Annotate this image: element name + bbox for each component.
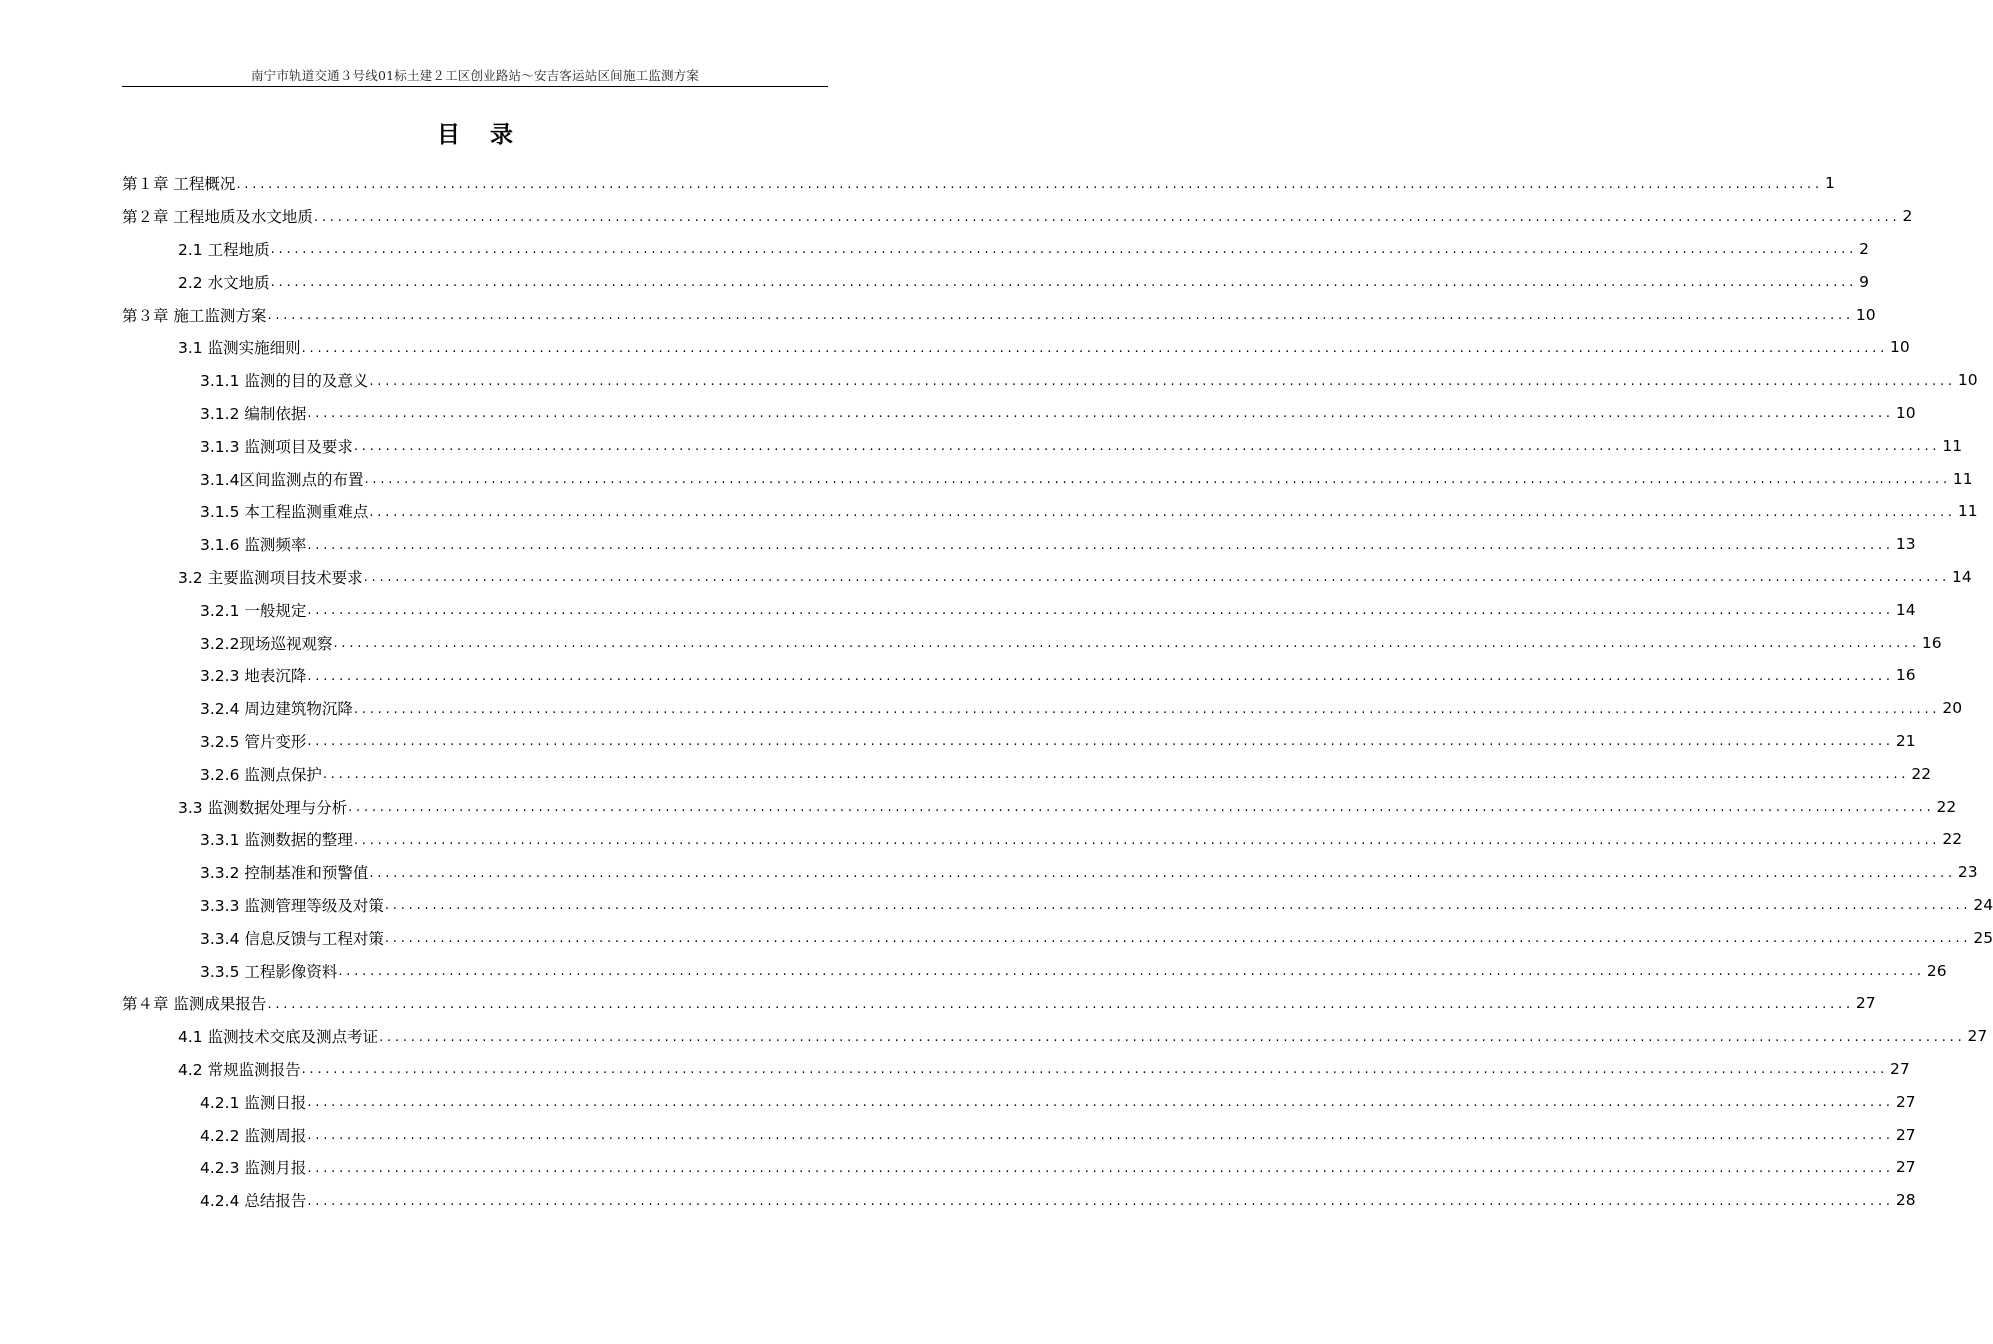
toc-dot-leader: ........................................................................................................................................................................................................ xyxy=(353,439,1941,455)
toc-dot-leader: ........................................................................................................................................................................................................ xyxy=(307,603,1894,619)
toc-dot-leader: ........................................................................................................................................................................................................ xyxy=(236,176,1823,192)
toc-dot-leader: ........................................................................................................................................................................................................ xyxy=(384,931,1972,947)
toc-dot-leader: ........................................................................................................................................................................................................ xyxy=(369,504,1956,520)
toc-entry-label: 2.2 水文地质 xyxy=(178,271,270,293)
toc-entry-page-number: 16 xyxy=(1895,666,1916,685)
toc-dot-leader: ........................................................................................................................................................................................................ xyxy=(333,636,1920,652)
toc-dot-leader: ........................................................................................................................................................................................................ xyxy=(307,537,1894,553)
toc-entry-label: 3.2.2现场巡视观察 xyxy=(200,632,332,654)
toc-entry-label: 3.2.4 周边建筑物沉降 xyxy=(200,697,353,719)
toc-entry-page-number: 22 xyxy=(1911,764,1932,783)
toc-entry-label: 3.1.3 监测项目及要求 xyxy=(200,435,353,457)
toc-entry-label: 3.1 监测实施细则 xyxy=(178,336,301,358)
toc-entry-page-number: 26 xyxy=(1926,961,1947,980)
toc-entry[interactable] xyxy=(122,495,1978,528)
toc-dot-leader: ........................................................................................................................................................................................................ xyxy=(267,308,1854,324)
toc-entry-label: 第３章 施工监测方案 xyxy=(122,304,266,326)
toc-dot-leader: ........................................................................................................................................................................................................ xyxy=(369,373,1956,389)
toc-entry-label: 3.2.6 监测点保护 xyxy=(200,763,322,785)
toc-dot-leader: ........................................................................................................................................................................................................ xyxy=(379,1029,1966,1045)
toc-dot-leader: ........................................................................................................................................................................................................ xyxy=(364,472,1951,488)
toc-entry[interactable] xyxy=(122,528,1916,561)
toc-entry-label: 3.1.1 监测的目的及意义 xyxy=(200,369,368,391)
toc-dot-leader: ........................................................................................................................................................................................................ xyxy=(270,275,1858,291)
toc-dot-leader: ........................................................................................................................................................................................................ xyxy=(353,701,1941,717)
toc-entry[interactable] xyxy=(122,429,1963,462)
toc-entry-page-number: 10 xyxy=(1895,403,1916,422)
toc-entry-page-number: 10 xyxy=(1855,305,1876,324)
toc-entry-label: 3.3.2 控制基准和预警值 xyxy=(200,861,368,883)
toc-dot-leader: ........................................................................................................................................................................................................ xyxy=(307,668,1894,684)
toc-entry-page-number: 2 xyxy=(1902,207,1913,226)
toc-entry[interactable] xyxy=(122,233,1870,266)
toc-entry-page-number: 13 xyxy=(1895,535,1916,554)
toc-entry[interactable] xyxy=(122,397,1916,430)
toc-entry[interactable] xyxy=(122,1085,1916,1118)
toc-entry-label: 3.1.2 编制依据 xyxy=(200,402,306,424)
toc-dot-leader: ........................................................................................................................................................................................................ xyxy=(307,1193,1894,1209)
toc-dot-leader: ........................................................................................................................................................................................................ xyxy=(322,767,1910,783)
toc-entry-page-number: 22 xyxy=(1936,797,1957,816)
toc-entry-page-number: 27 xyxy=(1895,1158,1916,1177)
toc-entry-page-number: 11 xyxy=(1957,502,1978,521)
toc-entry-label: 3.2.1 一般规定 xyxy=(200,599,306,621)
toc-entry-page-number: 28 xyxy=(1895,1191,1916,1210)
toc-entry-label: 3.2.3 地表沉降 xyxy=(200,664,306,686)
running-header: 南宁市轨道交通３号线01标土建２工区创业路站～安吉客运站区间施工监测方案 xyxy=(250,68,700,83)
toc-entry-page-number: 27 xyxy=(1890,1059,1910,1078)
toc-entry[interactable] xyxy=(122,265,1870,298)
toc-entry-page-number: 10 xyxy=(1957,371,1978,390)
toc-entry[interactable] xyxy=(122,987,1876,1020)
toc-dot-leader: ........................................................................................................................................................................................................ xyxy=(313,209,1901,225)
toc-dot-leader: ........................................................................................................................................................................................................ xyxy=(307,406,1894,422)
toc-entry-page-number: 1 xyxy=(1825,174,1835,193)
toc-entry[interactable] xyxy=(122,659,1916,692)
toc-entry-label: 4.2 常规监测报告 xyxy=(178,1058,301,1080)
toc-entry-label: 3.3.4 信息反馈与工程对策 xyxy=(200,927,384,949)
toc-entry-label: 4.1 监测技术交底及测点考证 xyxy=(178,1025,378,1047)
toc-entry[interactable] xyxy=(122,856,1978,889)
toc-entry-label: 第４章 监测成果报告 xyxy=(122,992,266,1014)
table-of-contents xyxy=(122,167,1993,1217)
toc-entry-page-number: 14 xyxy=(1952,567,1972,586)
toc-dot-leader: ........................................................................................................................................................................................................ xyxy=(267,996,1854,1012)
toc-entry[interactable] xyxy=(122,692,1963,725)
toc-entry-page-number: 11 xyxy=(1952,469,1973,488)
toc-entry-page-number: 20 xyxy=(1942,699,1963,718)
toc-entry-page-number: 2 xyxy=(1859,239,1870,258)
toc-entry-label: 4.2.2 监测周报 xyxy=(200,1124,306,1146)
toc-entry-page-number: 27 xyxy=(1895,1125,1916,1144)
toc-entry-page-number: 14 xyxy=(1895,600,1916,619)
toc-dot-leader: ........................................................................................................................................................................................................ xyxy=(301,340,1889,356)
toc-dot-leader: ........................................................................................................................................................................................................ xyxy=(369,865,1956,881)
toc-entry[interactable] xyxy=(122,298,1876,331)
header-rule xyxy=(122,86,828,87)
toc-entry-page-number: 27 xyxy=(1967,1027,1988,1046)
toc-entry-label: 第１章 工程概况 xyxy=(122,172,235,194)
toc-entry-page-number: 9 xyxy=(1859,272,1870,291)
toc-entry[interactable] xyxy=(122,626,1942,659)
toc-entry[interactable] xyxy=(122,1151,1916,1184)
toc-entry-label: 3.3.3 监测管理等级及对策 xyxy=(200,894,384,916)
toc-dot-leader: ........................................................................................................................................................................................................ xyxy=(353,832,1941,848)
toc-dot-leader: ........................................................................................................................................................................................................ xyxy=(348,800,1935,816)
toc-dot-leader: ........................................................................................................................................................................................................ xyxy=(307,1160,1894,1176)
toc-entry-page-number: 25 xyxy=(1973,928,1993,947)
toc-entry-label: 3.3 监测数据处理与分析 xyxy=(178,796,347,818)
toc-dot-leader: ........................................................................................................................................................................................................ xyxy=(384,898,1972,914)
toc-entry[interactable] xyxy=(122,1053,1910,1086)
toc-entry[interactable] xyxy=(122,725,1916,758)
toc-entry-page-number: 27 xyxy=(1895,1092,1916,1111)
toc-entry[interactable] xyxy=(122,200,1913,233)
toc-entry-page-number: 23 xyxy=(1957,863,1978,882)
toc-title: 目录 xyxy=(437,122,543,148)
toc-dot-leader: ........................................................................................................................................................................................................ xyxy=(301,1062,1889,1078)
toc-entry[interactable] xyxy=(122,823,1963,856)
toc-entry-page-number: 21 xyxy=(1895,731,1916,750)
toc-dot-leader: ........................................................................................................................................................................................................ xyxy=(307,1128,1894,1143)
toc-entry-label: 3.1.6 监测频率 xyxy=(200,533,306,555)
toc-entry[interactable] xyxy=(122,1118,1916,1151)
toc-entry[interactable] xyxy=(122,889,1993,922)
toc-entry[interactable] xyxy=(122,593,1916,626)
toc-entry-label: 2.1 工程地质 xyxy=(178,238,270,260)
toc-dot-leader: ........................................................................................................................................................................................................ xyxy=(307,734,1894,750)
toc-entry-label: 4.2.1 监测日报 xyxy=(200,1091,306,1113)
toc-entry-page-number: 10 xyxy=(1890,338,1910,357)
toc-entry-page-number: 24 xyxy=(1973,895,1993,914)
toc-entry-label: 第２章 工程地质及水文地质 xyxy=(122,205,313,227)
toc-dot-leader: ........................................................................................................................................................................................................ xyxy=(338,964,1925,980)
toc-entry[interactable] xyxy=(122,954,1947,987)
toc-entry-label: 4.2.4 总结报告 xyxy=(200,1189,306,1211)
toc-entry-label: 3.1.5 本工程监测重难点 xyxy=(200,500,368,522)
toc-entry-label: 3.2.5 管片变形 xyxy=(200,730,306,752)
toc-dot-leader: ........................................................................................................................................................................................................ xyxy=(270,242,1858,258)
toc-entry-label: 4.2.3 监测月报 xyxy=(200,1156,306,1178)
toc-entry[interactable] xyxy=(122,364,1978,397)
toc-entry[interactable] xyxy=(122,757,1932,790)
toc-entry[interactable] xyxy=(122,462,1973,495)
toc-entry-label: 3.2 主要监测项目技术要求 xyxy=(178,566,363,588)
toc-entry-label: 3.1.4区间监测点的布置 xyxy=(200,468,363,490)
toc-entry-label: 3.3.5 工程影像资料 xyxy=(200,960,337,982)
toc-dot-leader: ........................................................................................................................................................................................................ xyxy=(363,570,1951,586)
toc-entry[interactable] xyxy=(122,331,1910,364)
toc-entry[interactable] xyxy=(122,167,1835,200)
toc-entry-page-number: 22 xyxy=(1942,830,1963,849)
toc-entry-page-number: 16 xyxy=(1921,633,1942,652)
toc-entry[interactable] xyxy=(122,1184,1916,1217)
toc-entry-label: 3.3.1 监测数据的整理 xyxy=(200,828,353,850)
toc-entry[interactable] xyxy=(122,561,1972,594)
toc-dot-leader: ........................................................................................................................................................................................................ xyxy=(307,1095,1894,1111)
toc-entry-page-number: 11 xyxy=(1942,436,1963,455)
toc-entry[interactable] xyxy=(122,1020,1988,1053)
toc-entry[interactable] xyxy=(122,921,1993,954)
toc-entry-page-number: 27 xyxy=(1855,994,1876,1013)
toc-entry[interactable] xyxy=(122,790,1957,823)
